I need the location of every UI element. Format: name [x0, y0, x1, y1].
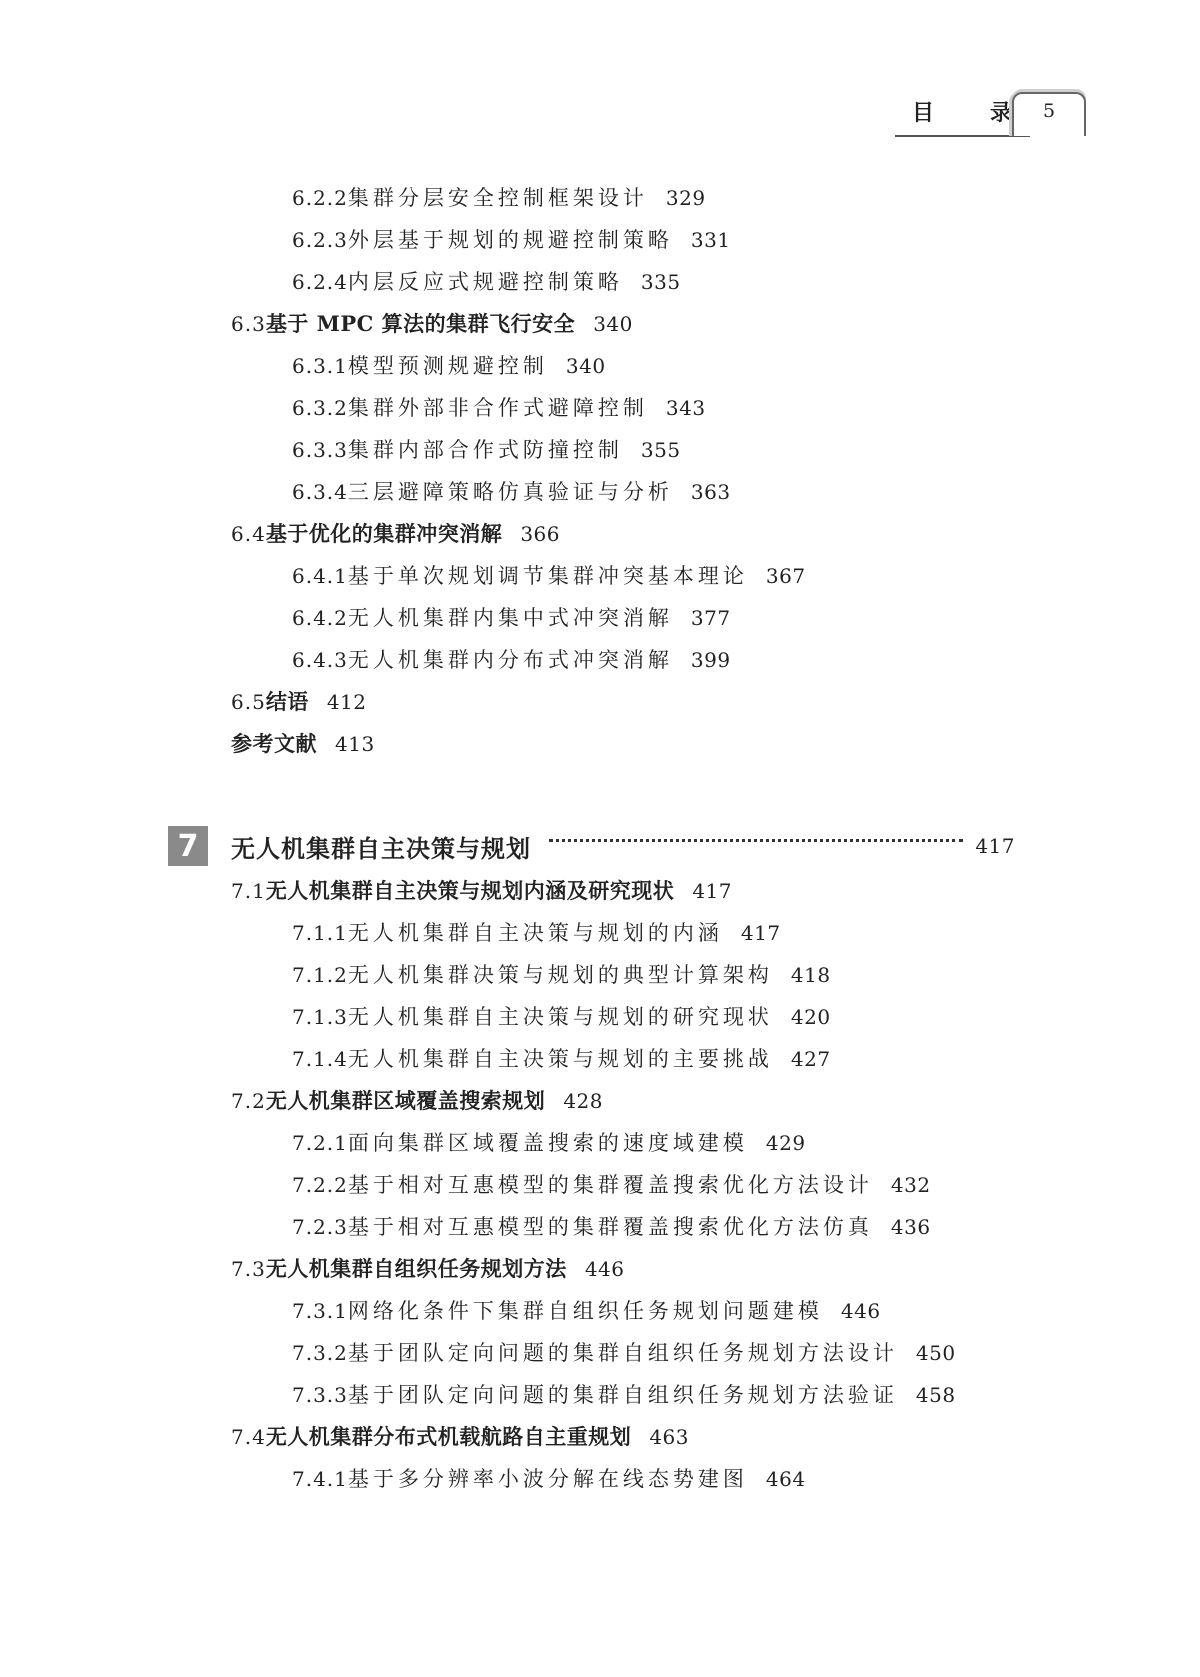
toc-entry-title: 基于相对互惠模型的集群覆盖搜索优化方法设计 — [347, 1173, 873, 1197]
toc-entry-title: 无人机集群自主决策与规划的主要挑战 — [347, 1047, 773, 1071]
toc-entry-title: 无人机集群内集中式冲突消解 — [347, 606, 673, 630]
toc-entry-page: 458 — [915, 1383, 956, 1407]
toc-entry-number: 6.3 — [231, 312, 266, 336]
chapter-heading[interactable] — [168, 826, 1015, 866]
toc-entry-page: 420 — [790, 1005, 831, 1029]
toc-entry-page: 464 — [765, 1467, 806, 1491]
toc-entry-number: 7.2.1 — [292, 1131, 348, 1155]
toc-entry-number: 7.2 — [231, 1089, 266, 1113]
toc-entry-page: 343 — [665, 396, 706, 420]
toc-entry-page: 432 — [890, 1173, 931, 1197]
toc-entry-title: 基于单次规划调节集群冲突基本理论 — [347, 564, 748, 588]
toc-entry-number: 7.3.3 — [292, 1383, 348, 1407]
toc-entry-title: 内层反应式规避控制策略 — [347, 270, 623, 294]
toc-entry-title: 无人机集群自组织任务规划方法 — [265, 1256, 567, 1281]
toc-entry-page: 429 — [765, 1131, 806, 1155]
toc-entry-page: 367 — [765, 564, 806, 588]
toc-entry-number: 7.1.4 — [292, 1047, 348, 1071]
toc-entry-page: 446 — [840, 1299, 881, 1323]
toc-entry-page: 335 — [640, 270, 681, 294]
page-number: 5 — [1042, 100, 1056, 122]
toc-entry-title: 无人机集群自主决策与规划的内涵 — [347, 921, 723, 945]
toc-entry-page: 340 — [593, 312, 633, 336]
toc-entry-number: 7.2.2 — [292, 1173, 348, 1197]
toc-entry-number: 7.1.2 — [292, 963, 348, 987]
toc-entry-title: 基于团队定向问题的集群自组织任务规划方法验证 — [347, 1383, 898, 1407]
toc-entry-page: 329 — [665, 186, 706, 210]
chapter-title: 无人机集群自主决策与规划 — [231, 834, 531, 863]
toc-entry-number: 6.3.4 — [292, 480, 348, 504]
toc-entry-page: 446 — [584, 1257, 625, 1281]
toc-entry-number: 7.3.2 — [292, 1341, 348, 1365]
page-number-tab — [1012, 92, 1086, 136]
toc-entry-page: 340 — [565, 354, 606, 378]
dot-leader — [549, 837, 963, 842]
toc-entry-title: 网络化条件下集群自组织任务规划问题建模 — [347, 1299, 823, 1323]
toc-entry-page: 418 — [790, 963, 831, 987]
toc-entry-page: 427 — [790, 1047, 831, 1071]
toc-entry-title: 无人机集群自主决策与规划的研究现状 — [347, 1005, 773, 1029]
toc-entry-title: 模型预测规避控制 — [347, 354, 548, 378]
toc-entry-number: 6.3.3 — [292, 438, 348, 462]
toc-entry-page: 377 — [690, 606, 731, 630]
toc-entry-number: 7.3.1 — [292, 1299, 348, 1323]
toc-entry-title: 无人机集群内分布式冲突消解 — [347, 648, 673, 672]
toc-entry-title: 无人机集群区域覆盖搜索规划 — [265, 1088, 546, 1113]
toc-entry-number: 6.5 — [231, 690, 266, 714]
toc-entry-number: 6.2.4 — [292, 270, 348, 294]
toc-entry-title: 外层基于规划的规避控制策略 — [347, 228, 673, 252]
toc-entry-title: 结语 — [265, 689, 309, 714]
toc-entry-number: 7.4 — [231, 1425, 266, 1449]
chapter-page: 417 — [975, 834, 1015, 858]
toc-entry-number: 7.1.3 — [292, 1005, 348, 1029]
toc-entry-title: 三层避障策略仿真验证与分析 — [347, 480, 673, 504]
toc-entry-number: 6.4.3 — [292, 648, 348, 672]
toc-entry-number: 7.1.1 — [292, 921, 348, 945]
toc-entry-page: 417 — [740, 921, 781, 945]
toc-entry-page: 331 — [690, 228, 731, 252]
toc-entry-page: 366 — [520, 522, 560, 546]
page-header — [0, 0, 1200, 140]
toc-entry-number: 6.4.1 — [292, 564, 348, 588]
header-title-char-1: 目 — [912, 101, 935, 126]
toc-entry-title: 基于 MPC 算法的集群飞行安全 — [265, 311, 576, 336]
toc-entry-title: 基于多分辨率小波分解在线态势建图 — [347, 1467, 748, 1491]
header-rule — [895, 135, 1030, 137]
toc-entry-page: 413 — [335, 732, 375, 756]
toc-entry-page: 428 — [563, 1089, 603, 1113]
header-title — [912, 96, 1012, 127]
toc-entry-number: 6.2.3 — [292, 228, 348, 252]
toc-entry-page: 399 — [690, 648, 731, 672]
toc-entry-page: 417 — [692, 879, 732, 903]
toc-entry-number: 7.3 — [231, 1257, 266, 1281]
toc-entry-number: 6.3.1 — [292, 354, 348, 378]
toc-entry-page: 463 — [649, 1425, 689, 1449]
toc-entry-title: 无人机集群自主决策与规划内涵及研究现状 — [265, 878, 675, 903]
toc-entry-number: 6.3.2 — [292, 396, 348, 420]
toc-entry-page: 355 — [640, 438, 681, 462]
toc-entry-page: 363 — [690, 480, 731, 504]
toc-entry-number: 6.4 — [231, 522, 266, 546]
toc-entry-title: 集群分层安全控制框架设计 — [347, 186, 648, 210]
toc-entry-title: 基于相对互惠模型的集群覆盖搜索优化方法仿真 — [347, 1215, 873, 1239]
toc-entry-title: 基于优化的集群冲突消解 — [265, 521, 503, 546]
toc-entry-title: 无人机集群决策与规划的典型计算架构 — [347, 963, 773, 987]
toc-entry-page: 436 — [890, 1215, 931, 1239]
toc-entry-number: 6.2.2 — [292, 186, 348, 210]
toc-entry-number: 7.2.3 — [292, 1215, 348, 1239]
toc-entry-number: 6.4.2 — [292, 606, 348, 630]
toc-entry-title: 集群外部非合作式避障控制 — [347, 396, 648, 420]
header-title-char-2: 录 — [989, 101, 1012, 126]
toc-entry-title: 无人机集群分布式机载航路自主重规划 — [265, 1424, 632, 1449]
chapter-number-badge: 7 — [168, 826, 208, 866]
toc-entry-page: 412 — [326, 690, 367, 714]
toc-entry-number: 7.4.1 — [292, 1467, 348, 1491]
toc-entry-title: 面向集群区域覆盖搜索的速度域建模 — [347, 1131, 748, 1155]
toc-entry-title: 基于团队定向问题的集群自组织任务规划方法设计 — [347, 1341, 898, 1365]
toc-entry-title: 集群内部合作式防撞控制 — [347, 438, 623, 462]
toc-entry-page: 450 — [915, 1341, 956, 1365]
toc-entry-number: 7.1 — [231, 879, 266, 903]
toc-entry-title: 参考文献 — [231, 731, 317, 756]
